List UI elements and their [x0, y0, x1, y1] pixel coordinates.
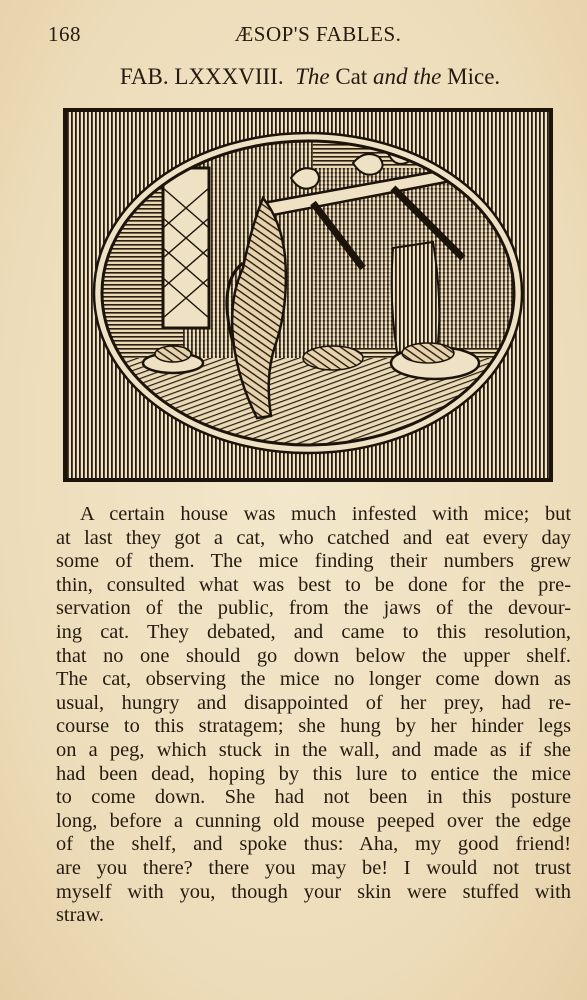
text-line: myself with you, though your skin were stuffed with	[56, 880, 571, 903]
text-line: The cat, observing the mice no longer come down as	[56, 668, 571, 691]
text-line: A certain house was much infested with mice; but	[80, 503, 571, 525]
fable-number: FAB. LXXXVIII.	[119, 64, 284, 89]
text-line: that no one should go down below the upper shelf.	[56, 644, 571, 667]
fable-title	[70, 64, 550, 90]
title-word-the-2: the	[413, 64, 442, 89]
text-line: had been dead, hoping by this lure to entice the mice	[56, 762, 571, 785]
title-word-and: and	[373, 64, 408, 89]
text-line: course to this stratagem; she hung by her hinder legs	[56, 715, 571, 738]
text-line: thin, consulted what was best to be done for the pre-	[56, 573, 571, 596]
running-header	[48, 22, 548, 52]
fable-text	[56, 503, 571, 928]
woodcut-illustration	[63, 108, 553, 482]
title-word-cat: Cat	[335, 64, 368, 89]
running-title: ÆSOP'S FABLES.	[234, 22, 402, 46]
window	[163, 168, 209, 328]
text-line: servation of the public, from the jaws of the devour-	[56, 597, 571, 620]
text-line: ing cat. They debated, and came to this resolution,	[56, 620, 571, 643]
text-line: at last they got a cat, who catched and eat every day	[56, 526, 571, 549]
text-line: straw.	[56, 904, 104, 927]
text-line: are you there? there you may be! I would not trust	[56, 856, 571, 879]
text-line: some of them. The mice finding their numbers grew	[56, 550, 571, 573]
page-number: 168	[48, 22, 81, 46]
title-word-the: The	[295, 64, 330, 89]
text-line: on a peg, which stuck in the wall, and made as if she	[56, 738, 571, 761]
title-word-mice: Mice.	[447, 64, 501, 89]
text-line: usual, hungry and disappointed of her prey, had re-	[56, 691, 571, 714]
text-line: long, before a cunning old mouse peeped over the edge	[56, 809, 571, 832]
text-line: to come down. She had not been in this posture	[56, 786, 571, 809]
text-line: of the shelf, and spoke thus: Aha, my good friend!	[56, 833, 571, 856]
hanging-cloth	[392, 242, 440, 355]
